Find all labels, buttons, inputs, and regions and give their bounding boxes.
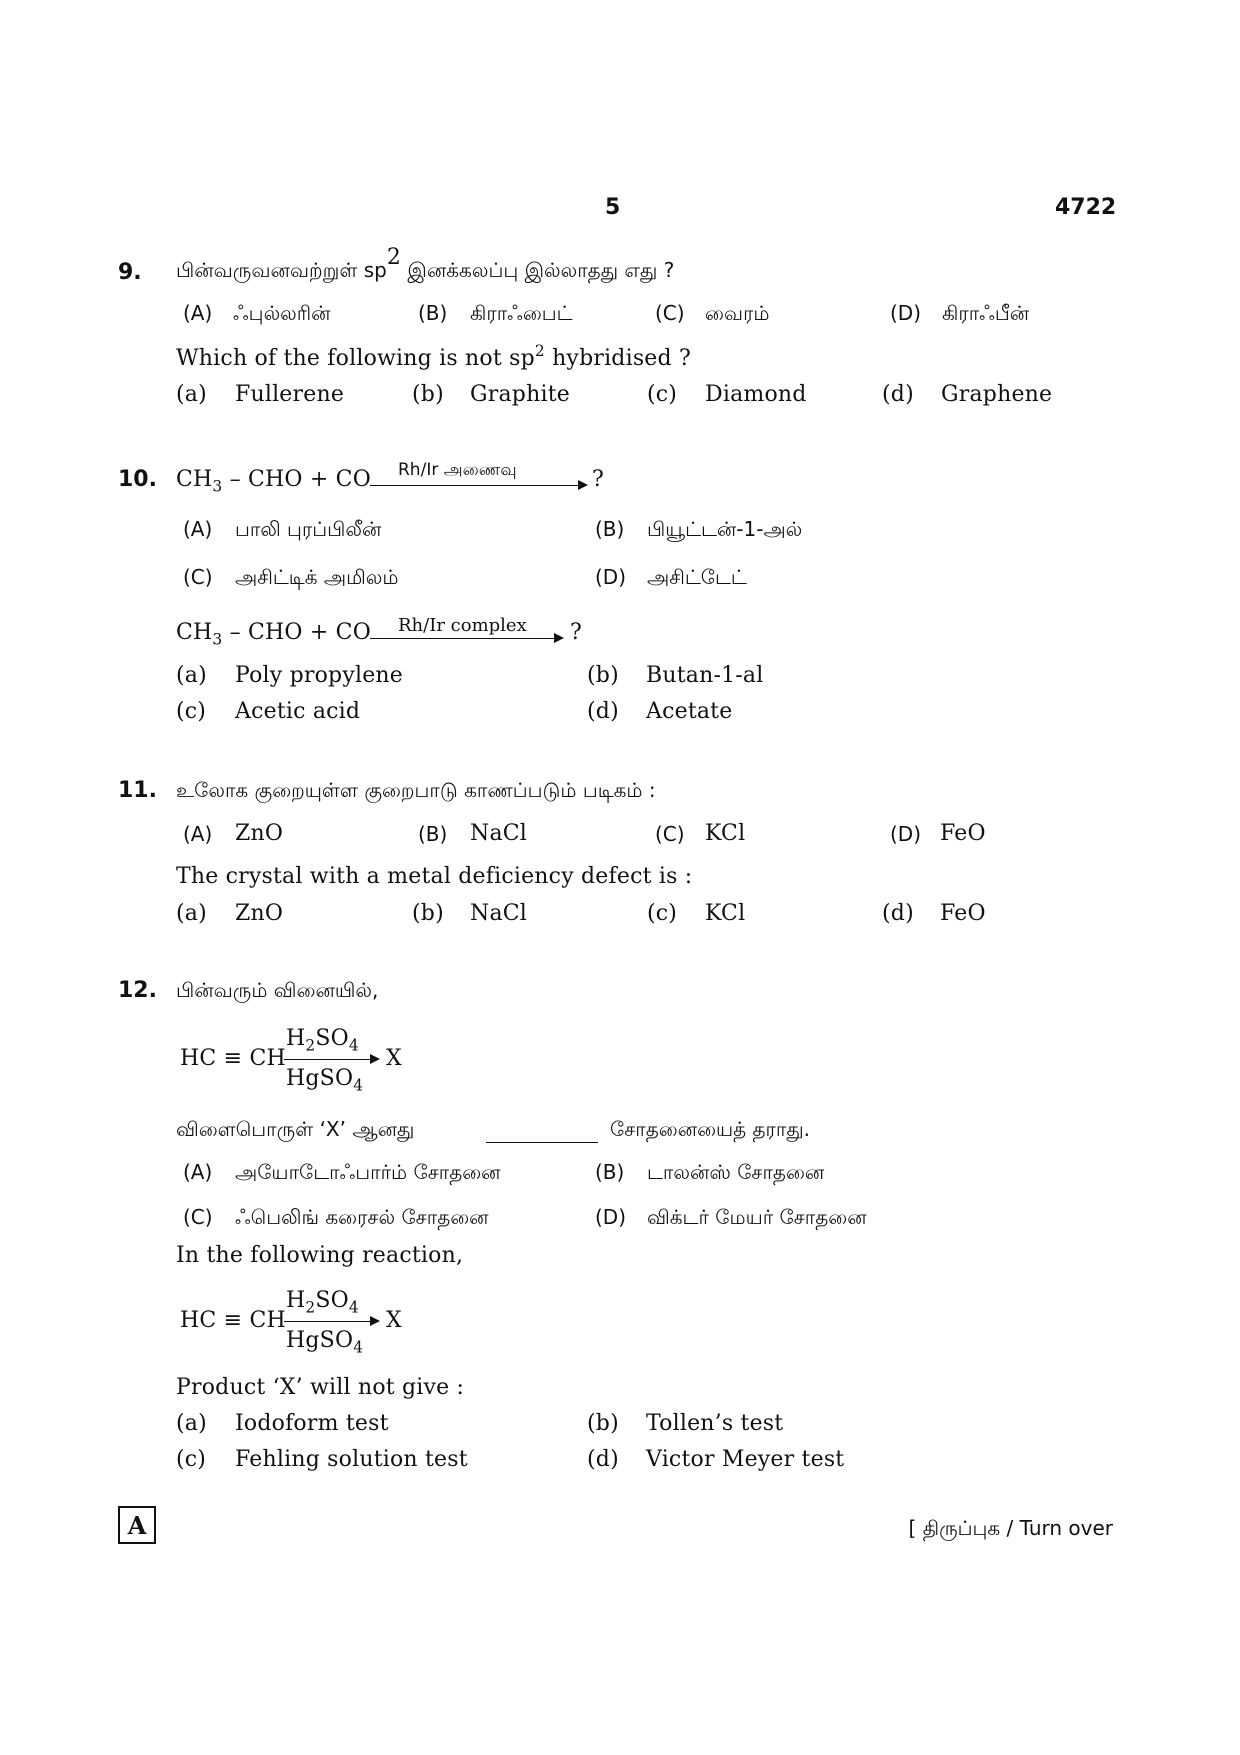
reaction-arrow-head [554, 633, 564, 643]
option-text: ஃபுல்லரின் [233, 301, 331, 325]
option-label: (c) [647, 382, 678, 407]
option-label: (C) [655, 822, 685, 846]
option-text: பியூட்டன்-1-அல் [647, 517, 803, 541]
option-label: (c) [176, 699, 207, 724]
question-number: 9. [118, 260, 142, 285]
product: X [386, 1308, 402, 1333]
reaction-equation: $CH_3$ – CHO + CO [176, 620, 371, 649]
option-text: Diamond [705, 382, 807, 407]
option-text: FeO [940, 901, 986, 926]
option-text: விக்டர் மேயர் சோதனை [647, 1205, 867, 1229]
reaction-equation: $CH_3$ – CHO + CO [176, 467, 371, 496]
question-mark: ? [570, 620, 582, 645]
reaction-arrow [284, 1321, 372, 1322]
option-label: (b) [587, 1411, 619, 1436]
question-text-english: The crystal with a metal deficiency defect is : [176, 864, 693, 889]
question-intro-tamil: பின்வரும் வினையில், [176, 978, 379, 1002]
option-label: (B) [418, 822, 448, 846]
option-text: பாலி புரப்பிலீன் [235, 517, 382, 541]
reaction-arrow-head [370, 1054, 380, 1064]
option-label: (b) [587, 663, 619, 688]
question-intro-english: In the following reaction, [176, 1243, 464, 1268]
option-label: (B) [595, 1160, 625, 1184]
reaction-arrow [284, 1059, 372, 1060]
option-text: அயோடோஃபார்ம் சோதனை [235, 1160, 501, 1184]
option-text: Tollen’s test [646, 1411, 784, 1436]
option-label: (d) [882, 382, 914, 407]
option-label: (b) [412, 382, 444, 407]
option-text: அசிட்டிக் அமிலம் [235, 565, 399, 589]
question-text-english: Product ‘X’ will not give : [176, 1375, 465, 1400]
question-number: 10. [118, 467, 157, 492]
option-text: Iodoform test [235, 1411, 389, 1436]
reaction-arrow [370, 638, 556, 639]
option-label: (D) [890, 822, 922, 846]
option-text: ZnO [235, 821, 284, 846]
option-label: (D) [595, 565, 627, 589]
reactant: HC ≡ CH [180, 1308, 286, 1333]
option-label: (A) [183, 1160, 213, 1184]
option-text: வைரம் [705, 301, 770, 325]
option-text: Graphite [470, 382, 570, 407]
option-text: NaCl [470, 821, 528, 846]
question-text-english: Which of the following is not $sp^2$ hybridised ? [176, 341, 692, 371]
option-label: (d) [587, 1447, 619, 1472]
option-label: (D) [890, 301, 922, 325]
option-label: (A) [183, 517, 213, 541]
question-text-tamil: பின்வருவனவற்றுள் $sp^2$ இனக்கலப்பு இல்லாதது எது ? [176, 245, 675, 283]
option-text: ஃபெலிங் கரைசல் சோதனை [235, 1205, 489, 1229]
reaction-arrow-head [370, 1316, 380, 1326]
option-text: KCl [705, 821, 746, 846]
option-label: (C) [183, 1205, 213, 1229]
turn-over: [ திருப்புக / Turn over [908, 1516, 1113, 1540]
option-text: கிராஃபீன் [942, 301, 1030, 325]
option-label: (D) [595, 1205, 627, 1229]
question-number: 11. [118, 778, 157, 803]
page-number: 5 [605, 195, 621, 220]
option-label: (d) [587, 699, 619, 724]
option-text: Victor Meyer test [646, 1447, 845, 1472]
product: X [386, 1046, 402, 1071]
option-label: (a) [176, 901, 207, 926]
option-label: (c) [647, 901, 678, 926]
reaction-arrow-head [578, 480, 588, 490]
option-label: (C) [183, 565, 213, 589]
option-text: KCl [705, 901, 746, 926]
option-text: ZnO [235, 901, 284, 926]
arrow-label-above: $H_2SO_4$ [286, 1288, 359, 1317]
option-label: (B) [418, 301, 448, 325]
option-label: (A) [183, 301, 213, 325]
option-text: FeO [940, 821, 986, 846]
question-mark: ? [592, 467, 604, 492]
arrow-label: Rh/Ir அணைவு [398, 460, 517, 480]
option-label: (c) [176, 1447, 207, 1472]
option-label: (a) [176, 663, 207, 688]
answer-blank [486, 1142, 598, 1143]
option-label: (b) [412, 901, 444, 926]
question-text-tamil-post: சோதனையைத் தராது. [610, 1117, 811, 1141]
question-text-tamil-pre: விளைபொருள் ‘X’ ஆனது [176, 1117, 415, 1141]
option-text: Fullerene [235, 382, 345, 407]
option-label: (A) [183, 822, 213, 846]
series-box: A [118, 1506, 156, 1544]
option-text: கிராஃபைட் [470, 301, 573, 325]
reaction-arrow [370, 485, 580, 486]
question-number: 12. [118, 978, 157, 1003]
paper-code: 4722 [1055, 195, 1117, 220]
option-text: Poly propylene [235, 663, 404, 688]
question-text-tamil: உலோக குறையுள்ள குறைபாடு காணப்படும் படிகம் : [176, 778, 656, 802]
option-text: Graphene [941, 382, 1053, 407]
option-text: Acetic acid [235, 699, 361, 724]
option-label: (a) [176, 1411, 207, 1436]
arrow-label-below: HgSO$_4$ [286, 1066, 364, 1095]
option-label: (a) [176, 382, 207, 407]
option-text: Fehling solution test [235, 1447, 468, 1472]
option-text: NaCl [470, 901, 528, 926]
option-label: (C) [655, 301, 685, 325]
option-text: Acetate [646, 699, 733, 724]
option-label: (B) [595, 517, 625, 541]
arrow-label-above: $H_2SO_4$ [286, 1026, 359, 1055]
arrow-label: Rh/Ir complex [398, 615, 527, 636]
option-text: டாலன்ஸ் சோதனை [647, 1160, 825, 1184]
arrow-label-below: HgSO$_4$ [286, 1328, 364, 1357]
option-text: அசிட்டேட் [647, 565, 747, 589]
option-label: (d) [882, 901, 914, 926]
reactant: HC ≡ CH [180, 1046, 286, 1071]
option-text: Butan-1-al [646, 663, 764, 688]
